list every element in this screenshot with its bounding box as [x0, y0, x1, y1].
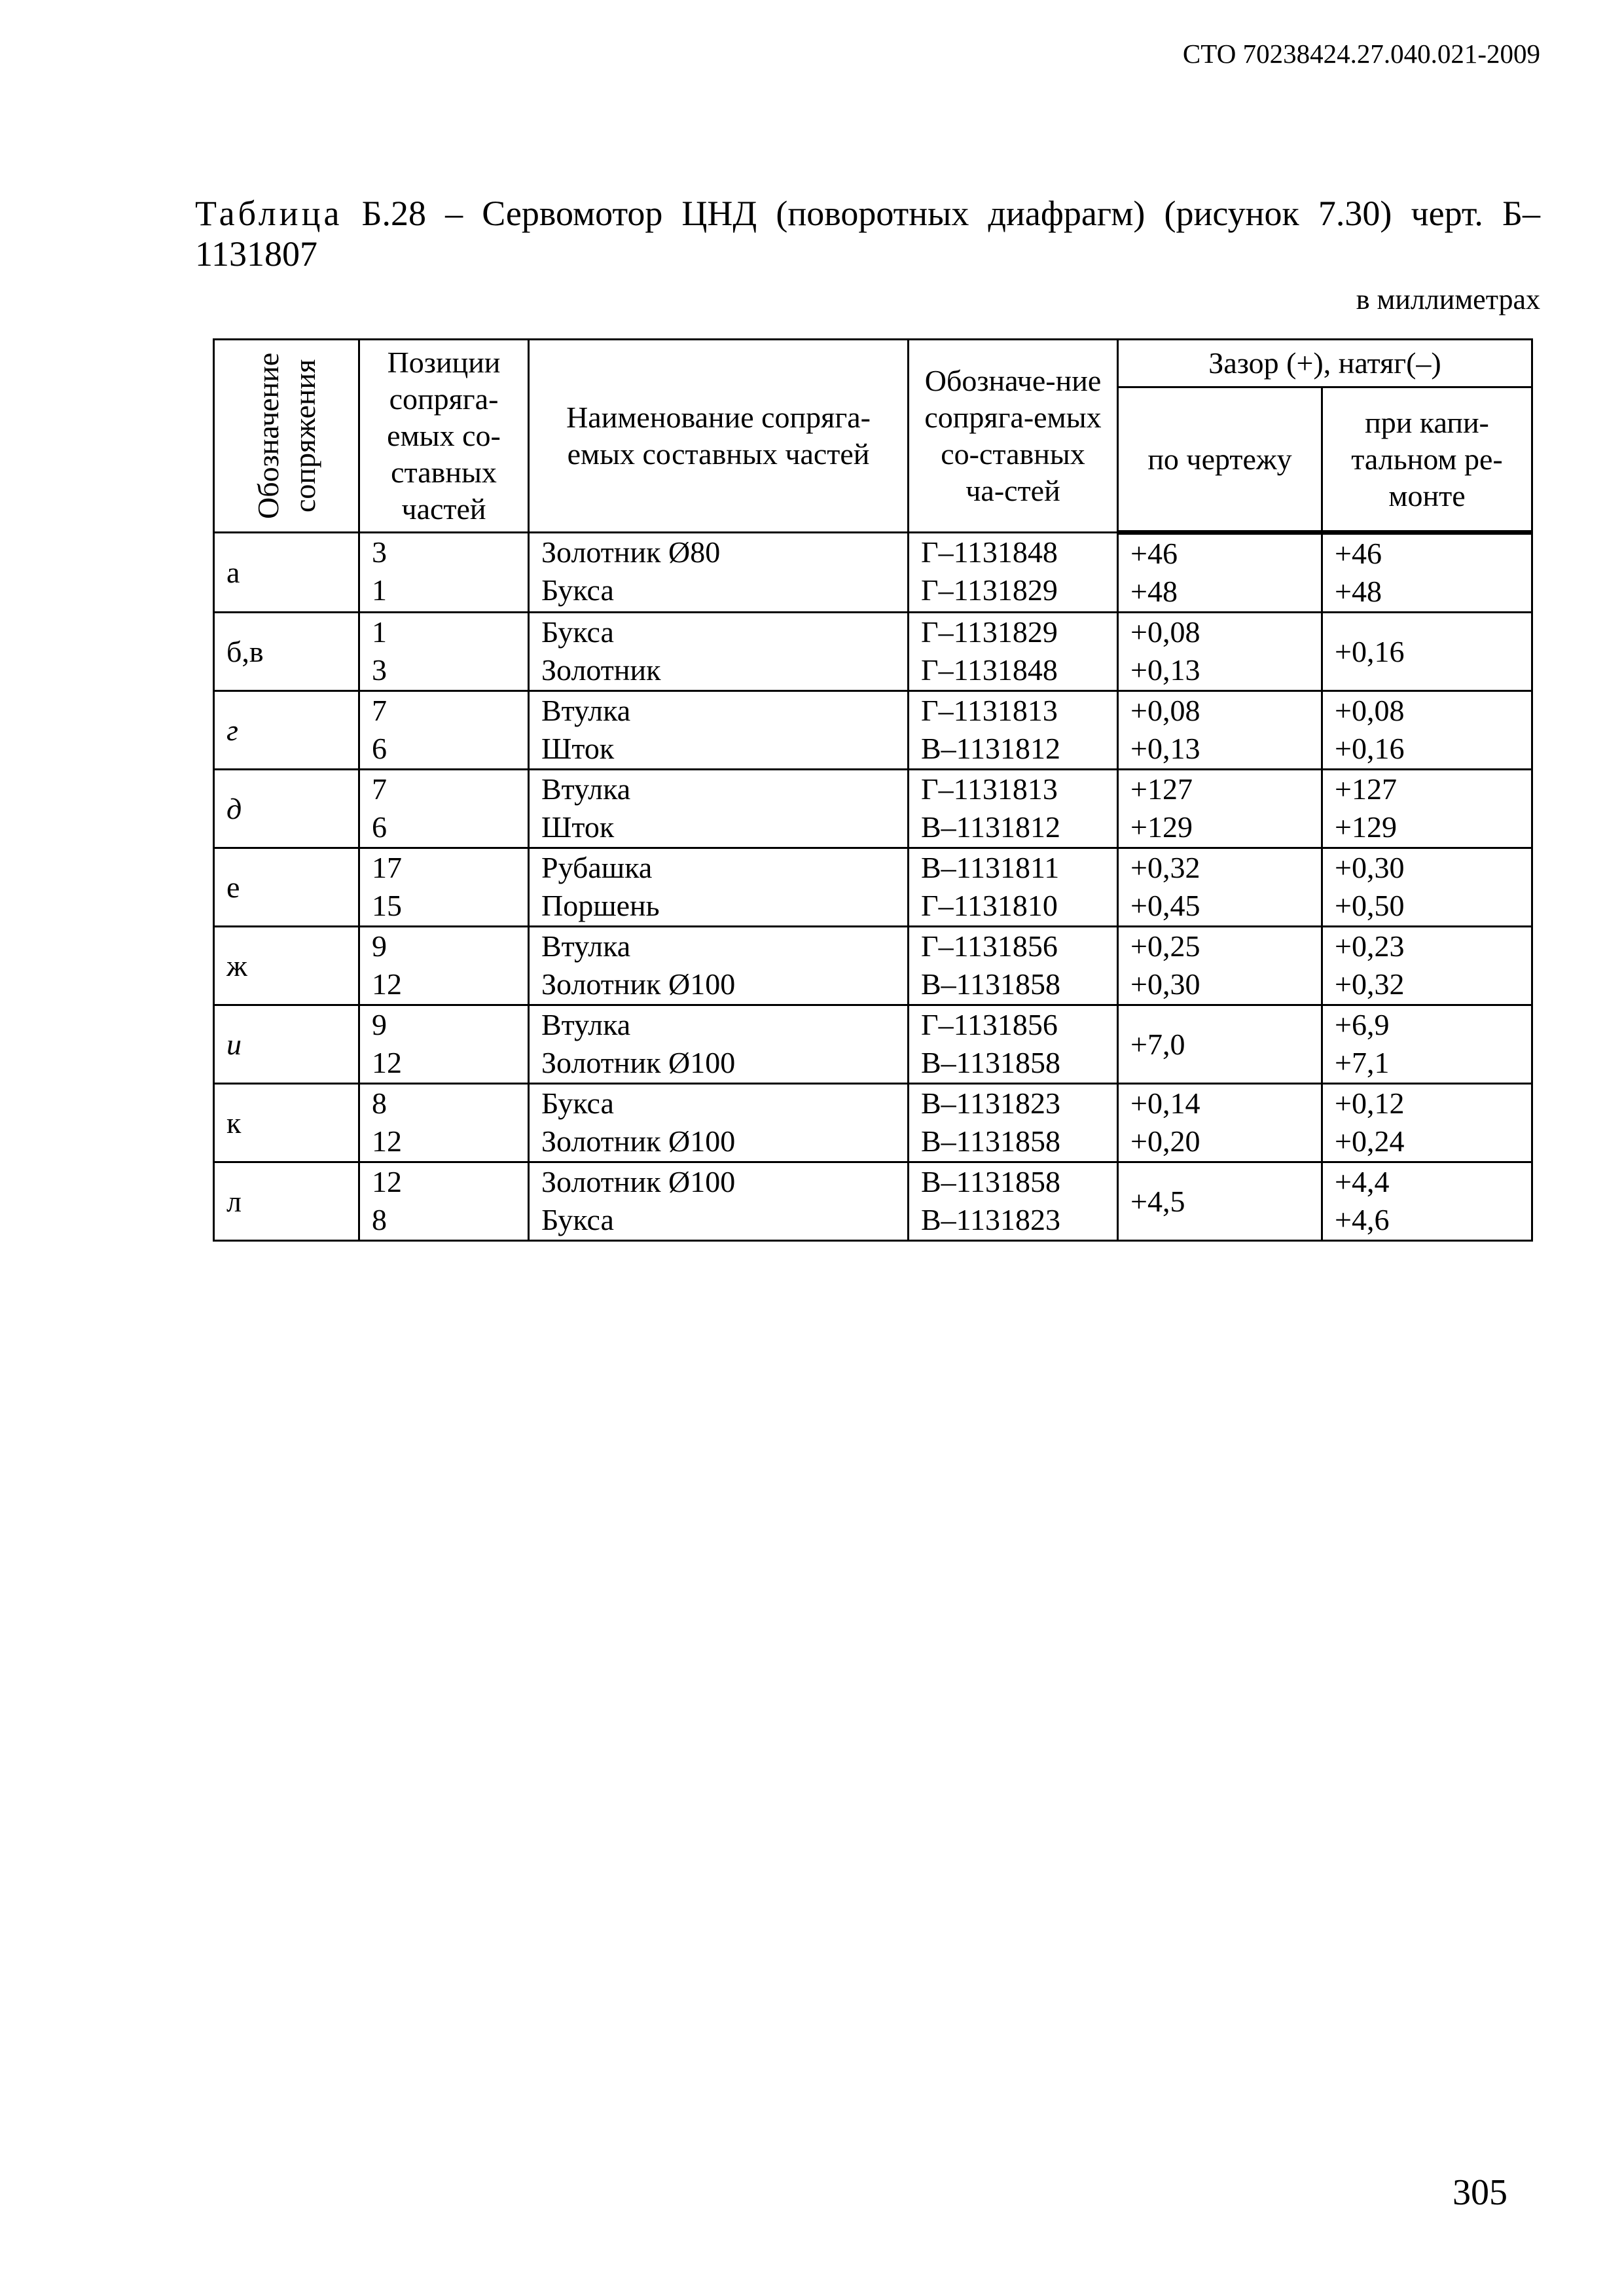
cell-at-overhaul-value: +129 [1335, 810, 1397, 844]
cell-name-value: Шток [541, 732, 615, 765]
cell-at-overhaul [1322, 848, 1532, 927]
cell-per-drawing [1118, 533, 1322, 613]
cell-parts-value: Г–1131813 [921, 694, 1058, 727]
cell-name-value: Золотник Ø100 [541, 967, 736, 1001]
cell-per-drawing-value: +0,13 [1130, 732, 1200, 765]
header-gap-group: Зазор (+), натяг(–) [1118, 340, 1532, 387]
cell-per-drawing [1118, 1084, 1322, 1162]
cell-at-overhaul [1322, 770, 1532, 848]
cell-designation [214, 1162, 359, 1241]
cell-parts-value: В–1131811 [921, 851, 1060, 884]
cell-per-drawing-value: +0,30 [1130, 967, 1200, 1001]
cell-positions [359, 613, 529, 691]
cell-designation-value: а [226, 555, 240, 589]
cell-positions-value: 1 [372, 573, 387, 607]
cell-parts-value: В–1131858 [921, 1046, 1060, 1079]
cell-name-value: Втулка [541, 772, 631, 806]
cell-positions [359, 927, 529, 1005]
cell-name-value: Поршень [541, 889, 660, 922]
cell-at-overhaul [1322, 1005, 1532, 1084]
cell-at-overhaul-value: +0,08 [1335, 694, 1405, 727]
cell-positions-value: 8 [372, 1086, 387, 1120]
cell-positions-value: 3 [372, 653, 387, 687]
cell-at-overhaul-value: +0,16 [1335, 732, 1405, 765]
cell-per-drawing-value: +0,08 [1130, 615, 1200, 649]
cell-name-value: Букса [541, 1086, 614, 1120]
cell-name [529, 770, 909, 848]
cell-positions-value: 6 [372, 810, 387, 844]
cell-name-value: Золотник Ø80 [541, 535, 721, 569]
caption-label: Таблица [195, 194, 343, 233]
cell-at-overhaul-value: +4,6 [1335, 1203, 1390, 1236]
cell-per-drawing-value: +0,20 [1130, 1124, 1200, 1158]
cell-name [529, 613, 909, 691]
cell-at-overhaul-value: +0,24 [1335, 1124, 1405, 1158]
cell-parts [909, 613, 1118, 691]
cell-name-value: Золотник Ø100 [541, 1046, 736, 1079]
cell-name-value: Шток [541, 810, 615, 844]
header-designation [214, 340, 359, 533]
cell-positions-value: 17 [372, 851, 402, 884]
units-note: в миллиметрах [1356, 283, 1540, 315]
cell-parts [909, 770, 1118, 848]
cell-positions-value: 7 [372, 694, 387, 727]
cell-at-overhaul-value: +48 [1335, 575, 1382, 608]
cell-per-drawing-value: +127 [1130, 772, 1193, 806]
table-body [214, 533, 1532, 1241]
cell-name [529, 848, 909, 927]
cell-parts [909, 1084, 1118, 1162]
cell-parts-value: В–1131858 [921, 1165, 1060, 1198]
table-row [214, 848, 1532, 927]
table-header-row [214, 340, 1532, 387]
cell-at-overhaul-value: +0,50 [1335, 889, 1405, 922]
cell-designation [214, 691, 359, 770]
cell-parts-value: Г–1131829 [921, 573, 1058, 607]
cell-parts-value: Г–1131848 [921, 535, 1058, 569]
cell-name [529, 1162, 909, 1241]
cell-designation-value: ж [226, 948, 247, 982]
cell-per-drawing-value: +0,32 [1130, 851, 1200, 884]
cell-positions-value: 3 [372, 535, 387, 569]
cell-name-value: Букса [541, 1203, 614, 1236]
cell-positions [359, 1084, 529, 1162]
cell-name-value: Втулка [541, 694, 631, 727]
cell-name [529, 1005, 909, 1084]
cell-parts-value: В–1131823 [921, 1203, 1060, 1236]
cell-parts-value: Г–1131810 [921, 889, 1058, 922]
cell-designation-value: к [226, 1105, 242, 1139]
cell-designation-value: д [226, 791, 242, 825]
cell-per-drawing [1118, 770, 1322, 848]
cell-name-value: Золотник Ø100 [541, 1165, 736, 1198]
table-caption [195, 193, 1540, 274]
table-row [214, 1005, 1532, 1084]
cell-at-overhaul-value: +7,1 [1335, 1046, 1390, 1079]
cell-name-value: Букса [541, 573, 614, 607]
header-positions: Позиции сопряга-емых со-ставных частей [359, 340, 529, 533]
cell-designation [214, 613, 359, 691]
cell-at-overhaul [1322, 927, 1532, 1005]
cell-parts-value: Г–1131848 [921, 653, 1058, 687]
cell-at-overhaul [1322, 691, 1532, 770]
cell-name-value: Рубашка [541, 851, 653, 884]
header-per-drawing: по чертежу [1118, 387, 1322, 533]
cell-name-value: Букса [541, 615, 614, 649]
table-row [214, 927, 1532, 1005]
cell-positions-value: 12 [372, 967, 402, 1001]
cell-at-overhaul [1322, 533, 1532, 613]
cell-at-overhaul-value: +0,12 [1335, 1086, 1405, 1120]
cell-positions [359, 848, 529, 927]
table-row [214, 691, 1532, 770]
cell-per-drawing-value: +46 [1130, 537, 1178, 570]
page-number: 305 [1453, 2172, 1507, 2213]
cell-positions-value: 7 [372, 772, 387, 806]
cell-parts-value: В–1131858 [921, 1124, 1060, 1158]
cell-per-drawing [1118, 848, 1322, 927]
cell-per-drawing-value: +0,14 [1130, 1086, 1200, 1120]
cell-positions-value: 15 [372, 889, 402, 922]
mating-parts-table [213, 338, 1533, 1242]
cell-parts [909, 1005, 1118, 1084]
cell-parts-value: В–1131812 [921, 810, 1060, 844]
cell-parts-value: Г–1131829 [921, 615, 1058, 649]
cell-designation [214, 1084, 359, 1162]
cell-at-overhaul-value: +46 [1335, 537, 1382, 570]
cell-parts-value: Г–1131856 [921, 929, 1058, 963]
header-at-overhaul: при капи-тальном ре-монте [1322, 387, 1532, 533]
cell-positions-value: 8 [372, 1203, 387, 1236]
cell-parts [909, 533, 1118, 613]
cell-parts [909, 848, 1118, 927]
cell-per-drawing [1118, 691, 1322, 770]
cell-parts-value: Г–1131856 [921, 1008, 1058, 1041]
cell-per-drawing [1118, 927, 1322, 1005]
cell-positions-value: 6 [372, 732, 387, 765]
cell-at-overhaul-value: +0,23 [1335, 929, 1405, 963]
table-row [214, 1084, 1532, 1162]
cell-at-overhaul [1322, 613, 1532, 691]
cell-per-drawing-value: +0,13 [1130, 653, 1200, 687]
cell-parts [909, 927, 1118, 1005]
cell-positions-value: 1 [372, 615, 387, 649]
cell-positions [359, 1162, 529, 1241]
table-row [214, 1162, 1532, 1241]
cell-name [529, 691, 909, 770]
cell-per-drawing [1118, 613, 1322, 691]
cell-designation-value: л [226, 1184, 242, 1218]
cell-at-overhaul-value: +4,4 [1335, 1165, 1390, 1198]
cell-designation [214, 848, 359, 927]
caption-text: Б.28 – Сервомотор ЦНД (поворотных диафрагм) (рисунок 7.30) черт. Б–1131807 [195, 194, 1540, 274]
cell-designation [214, 770, 359, 848]
cell-per-drawing-value: +0,08 [1130, 694, 1200, 727]
cell-per-drawing-value: +4,5 [1130, 1184, 1185, 1218]
cell-positions-value: 12 [372, 1165, 402, 1198]
cell-positions-value: 9 [372, 929, 387, 963]
cell-parts-value: В–1131823 [921, 1086, 1060, 1120]
cell-name-value: Втулка [541, 1008, 631, 1041]
cell-positions [359, 691, 529, 770]
header-name: Наименование сопряга-емых составных частей [529, 340, 909, 533]
cell-positions [359, 1005, 529, 1084]
cell-name-value: Втулка [541, 929, 631, 963]
cell-designation-value: б,в [226, 634, 264, 668]
cell-designation [214, 927, 359, 1005]
cell-per-drawing-value: +0,25 [1130, 929, 1200, 963]
cell-per-drawing [1118, 1162, 1322, 1241]
cell-parts-value: В–1131812 [921, 732, 1060, 765]
cell-at-overhaul [1322, 1162, 1532, 1241]
header-parts-designation: Обозначе-ние сопряга-емых со-ставных ча-стей [909, 340, 1118, 533]
cell-at-overhaul [1322, 1084, 1532, 1162]
cell-parts-value: В–1131858 [921, 967, 1060, 1001]
cell-name [529, 927, 909, 1005]
cell-positions-value: 12 [372, 1124, 402, 1158]
cell-at-overhaul-value: +0,30 [1335, 851, 1405, 884]
header-designation-label: Обозначение сопряжения [251, 352, 321, 520]
cell-per-drawing-value: +48 [1130, 575, 1178, 608]
cell-per-drawing-value: +7,0 [1130, 1027, 1185, 1061]
table-row [214, 533, 1532, 613]
cell-designation-value: г [226, 713, 238, 747]
table-row [214, 613, 1532, 691]
cell-name-value: Золотник [541, 653, 661, 687]
cell-at-overhaul-value: +0,16 [1335, 634, 1405, 668]
cell-parts [909, 691, 1118, 770]
cell-designation [214, 533, 359, 613]
cell-name [529, 1084, 909, 1162]
cell-name-value: Золотник Ø100 [541, 1124, 736, 1158]
cell-at-overhaul-value: +0,32 [1335, 967, 1405, 1001]
cell-positions-value: 9 [372, 1008, 387, 1041]
cell-per-drawing-value: +0,45 [1130, 889, 1200, 922]
cell-parts-value: Г–1131813 [921, 772, 1058, 806]
cell-at-overhaul-value: +6,9 [1335, 1008, 1390, 1041]
cell-per-drawing [1118, 1005, 1322, 1084]
cell-positions [359, 533, 529, 613]
cell-name [529, 533, 909, 613]
cell-positions [359, 770, 529, 848]
cell-at-overhaul-value: +127 [1335, 772, 1397, 806]
cell-parts [909, 1162, 1118, 1241]
cell-positions-value: 12 [372, 1046, 402, 1079]
cell-designation-value: е [226, 870, 240, 904]
document-code: СТО 70238424.27.040.021-2009 [1182, 39, 1540, 69]
cell-per-drawing-value: +129 [1130, 810, 1193, 844]
cell-designation [214, 1005, 359, 1084]
cell-designation-value: и [226, 1027, 242, 1061]
table-row [214, 770, 1532, 848]
